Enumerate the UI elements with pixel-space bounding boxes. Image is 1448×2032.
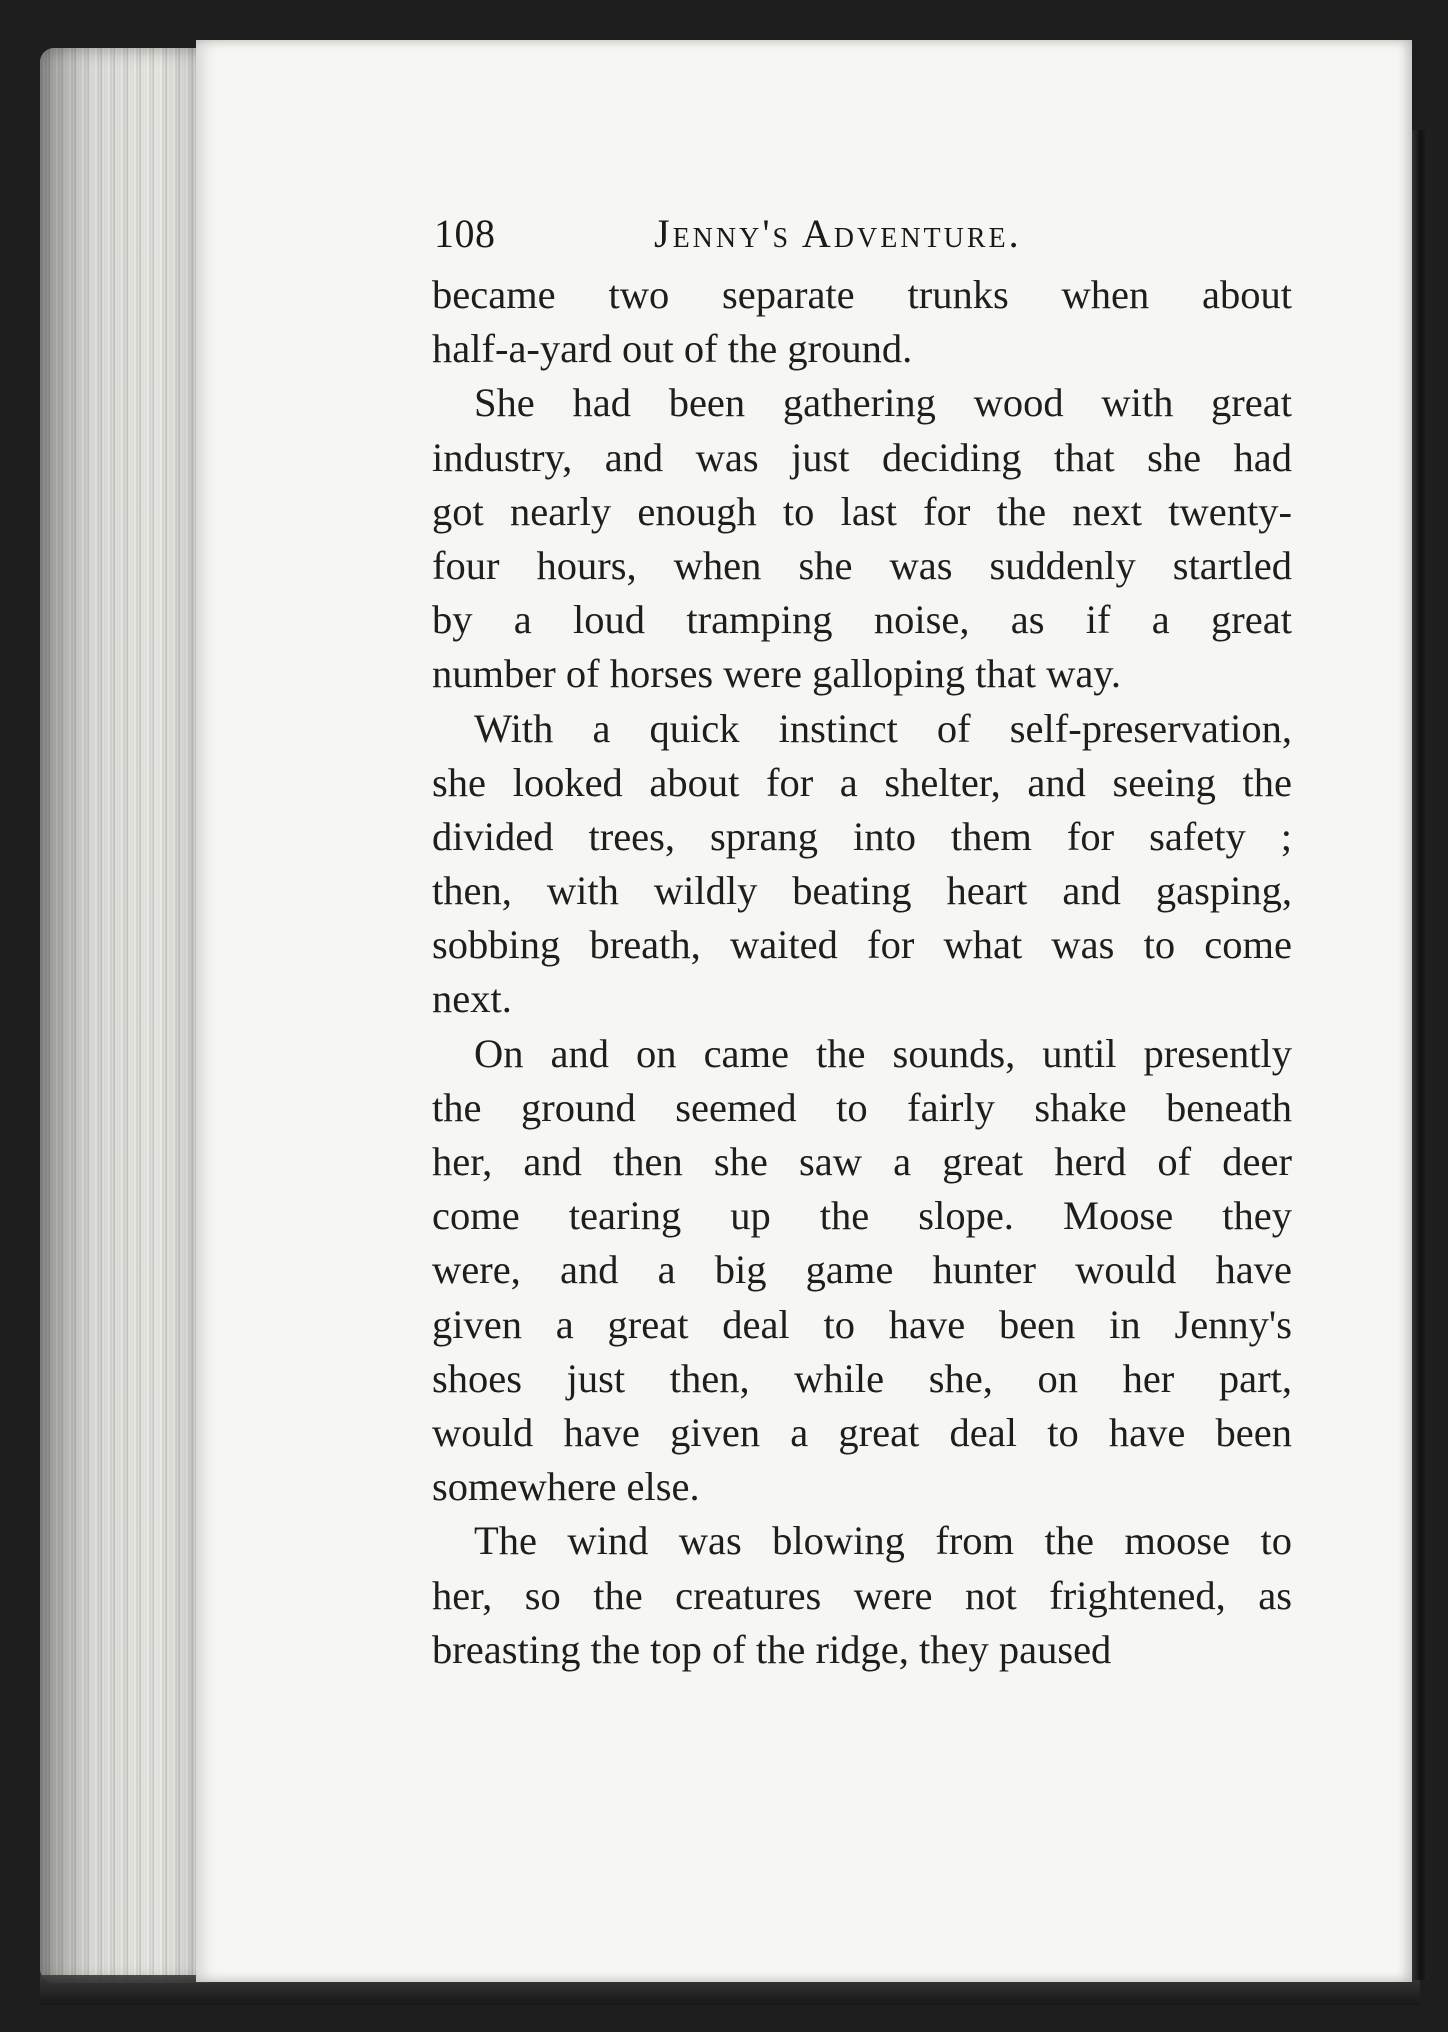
text-line: number of horses were galloping that way. — [432, 651, 1122, 697]
text-line: breasting the top of the ridge, they paused — [432, 1626, 1112, 1672]
book-page — [196, 40, 1412, 1982]
text-line: became two separate trunks when about — [432, 272, 1292, 317]
paragraph — [432, 702, 1292, 1027]
text-line: come tearing up the slope. Moose they — [432, 1193, 1292, 1239]
page-number: 108 — [434, 211, 496, 256]
text-line: the ground seemed to fairly shake beneath — [432, 1084, 1292, 1130]
text-line: given a great deal to have been in Jenny's — [432, 1301, 1292, 1347]
book-page-edges — [40, 48, 210, 1983]
text-line: then, with wildly beating heart and gasping, — [432, 868, 1292, 914]
running-title: Jenny's Adventure. — [654, 211, 1022, 256]
text-line: were, and a big game hunter would have — [432, 1247, 1292, 1293]
body-text — [432, 268, 1292, 1677]
text-line: With a quick instinct of self-preservation, — [474, 705, 1292, 751]
text-line: shoes just then, while she, on her part, — [432, 1355, 1292, 1401]
text-line: industry, and was just deciding that she had — [432, 434, 1292, 480]
text-line: The wind was blowing from the moose to — [474, 1518, 1292, 1564]
text-line: got nearly enough to last for the next twenty- — [432, 488, 1292, 534]
text-line: next. — [432, 976, 512, 1022]
text-line: divided trees, sprang into them for safety ; — [432, 813, 1292, 859]
book-gutter-shadow — [1410, 130, 1428, 1980]
text-line: her, and then she saw a great herd of deer — [432, 1139, 1292, 1184]
text-line: She had been gathering wood with great — [474, 380, 1292, 426]
text-line: by a loud tramping noise, as if a great — [432, 597, 1292, 643]
text-line: somewhere else. — [432, 1464, 700, 1510]
paragraph — [432, 1514, 1292, 1677]
paragraph — [432, 268, 1292, 376]
text-line: four hours, when she was suddenly startled — [432, 542, 1292, 588]
text-line: her, so the creatures were not frightened, as — [432, 1572, 1292, 1618]
text-line: On and on came the sounds, until presently — [474, 1030, 1292, 1076]
text-line: would have given a great deal to have been — [432, 1409, 1292, 1455]
text-line: half-a-yard out of the ground. — [432, 326, 913, 372]
paragraph — [432, 376, 1292, 701]
text-line: she looked about for a shelter, and seeing the — [432, 759, 1292, 805]
paragraph — [432, 1027, 1292, 1515]
text-line: sobbing breath, waited for what was to come — [432, 922, 1292, 968]
